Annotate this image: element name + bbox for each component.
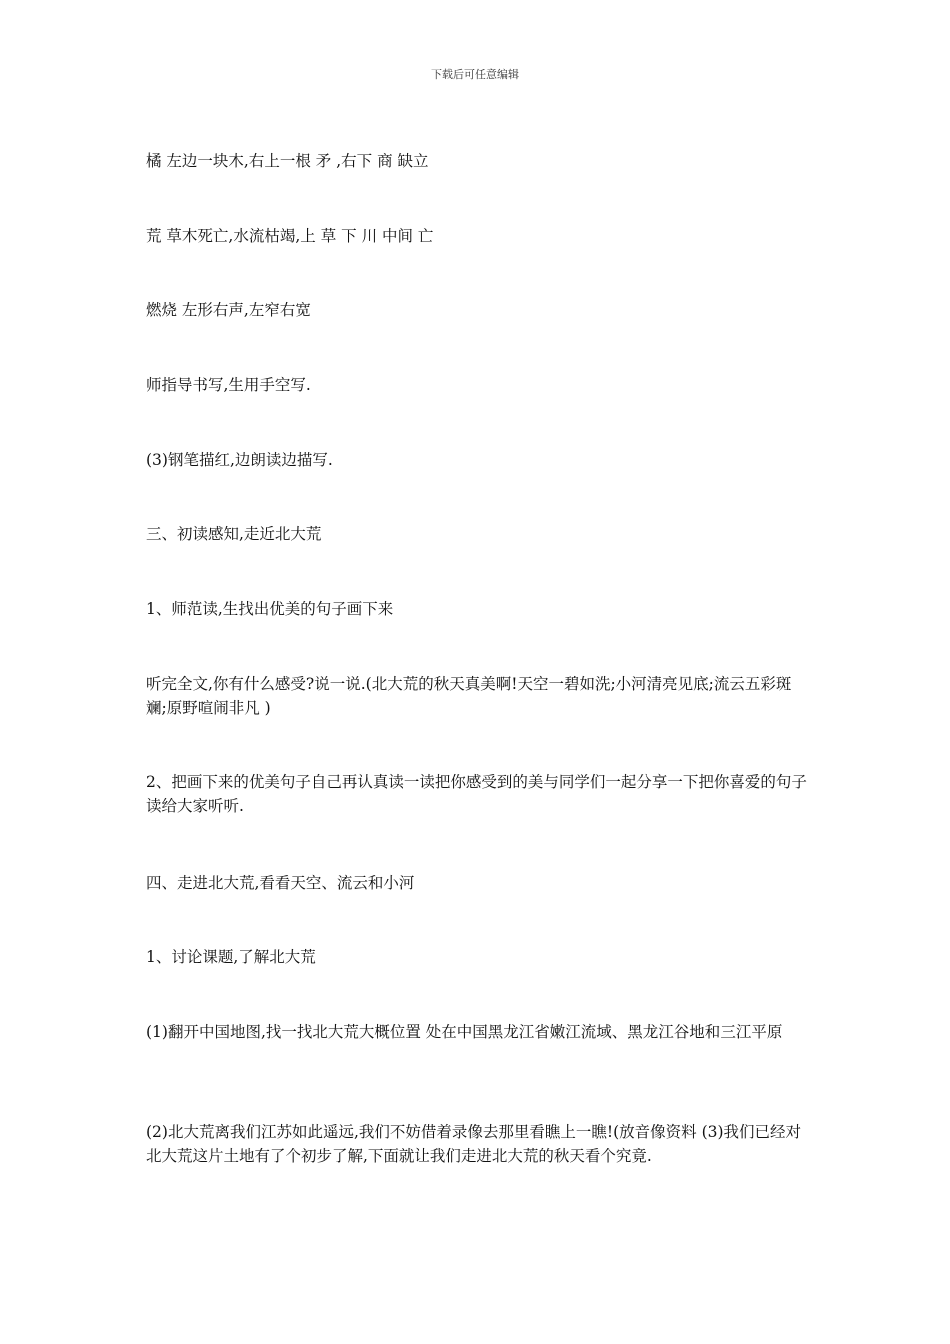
paragraph-feeling: 听完全文,你有什么感受?说一说.(北大荒的秋天真美啊!天空一碧如洗;小河清亮见底;流云五彩斑斓;原野喧闹非凡 ) <box>146 675 792 717</box>
paragraph-teacher-read: 1、师范读,生找出优美的句子画下来 <box>146 600 394 618</box>
paragraph-video: (2)北大荒离我们江苏如此遥远,我们不妨借着录像去那里看瞧上一瞧!(放音像资料 (3)我们已经对北大荒这片土地有了个初步了解,下面就让我们走进北大荒的秋天看个究竟. <box>146 1123 802 1165</box>
paragraph-huang: 荒 草木死亡,水流枯竭,上 草 下 川 中间 亡 <box>146 227 434 245</box>
paragraph-pen-trace: (3)钢笔描红,边朗读边描写. <box>146 451 333 469</box>
paragraph-ju: 橘 左边一块木,右上一根 矛 ,右下 商 缺立 <box>146 152 429 170</box>
paragraph-map: (1)翻开中国地图,找一找北大荒大概位置 处在中国黑龙江省嫩江流域、黑龙江谷地和三江平原 <box>146 1023 783 1041</box>
paragraph-discuss: 1、讨论课题,了解北大荒 <box>146 948 316 966</box>
paragraph-share: 2、把画下来的优美句子自己再认真读一读把你感受到的美与同学们一起分享一下把你喜爱的句子读给大家听听. <box>146 773 807 815</box>
paragraph-ranshao: 燃烧 左形右声,左窄右宽 <box>146 301 311 319</box>
page-header: 下载后可任意编辑 <box>431 68 519 81</box>
section-heading-3: 三、初读感知,走近北大荒 <box>146 525 322 543</box>
paragraph-teacher-guide: 师指导书写,生用手空写. <box>146 376 311 394</box>
section-heading-4: 四、走进北大荒,看看天空、流云和小河 <box>146 874 415 892</box>
